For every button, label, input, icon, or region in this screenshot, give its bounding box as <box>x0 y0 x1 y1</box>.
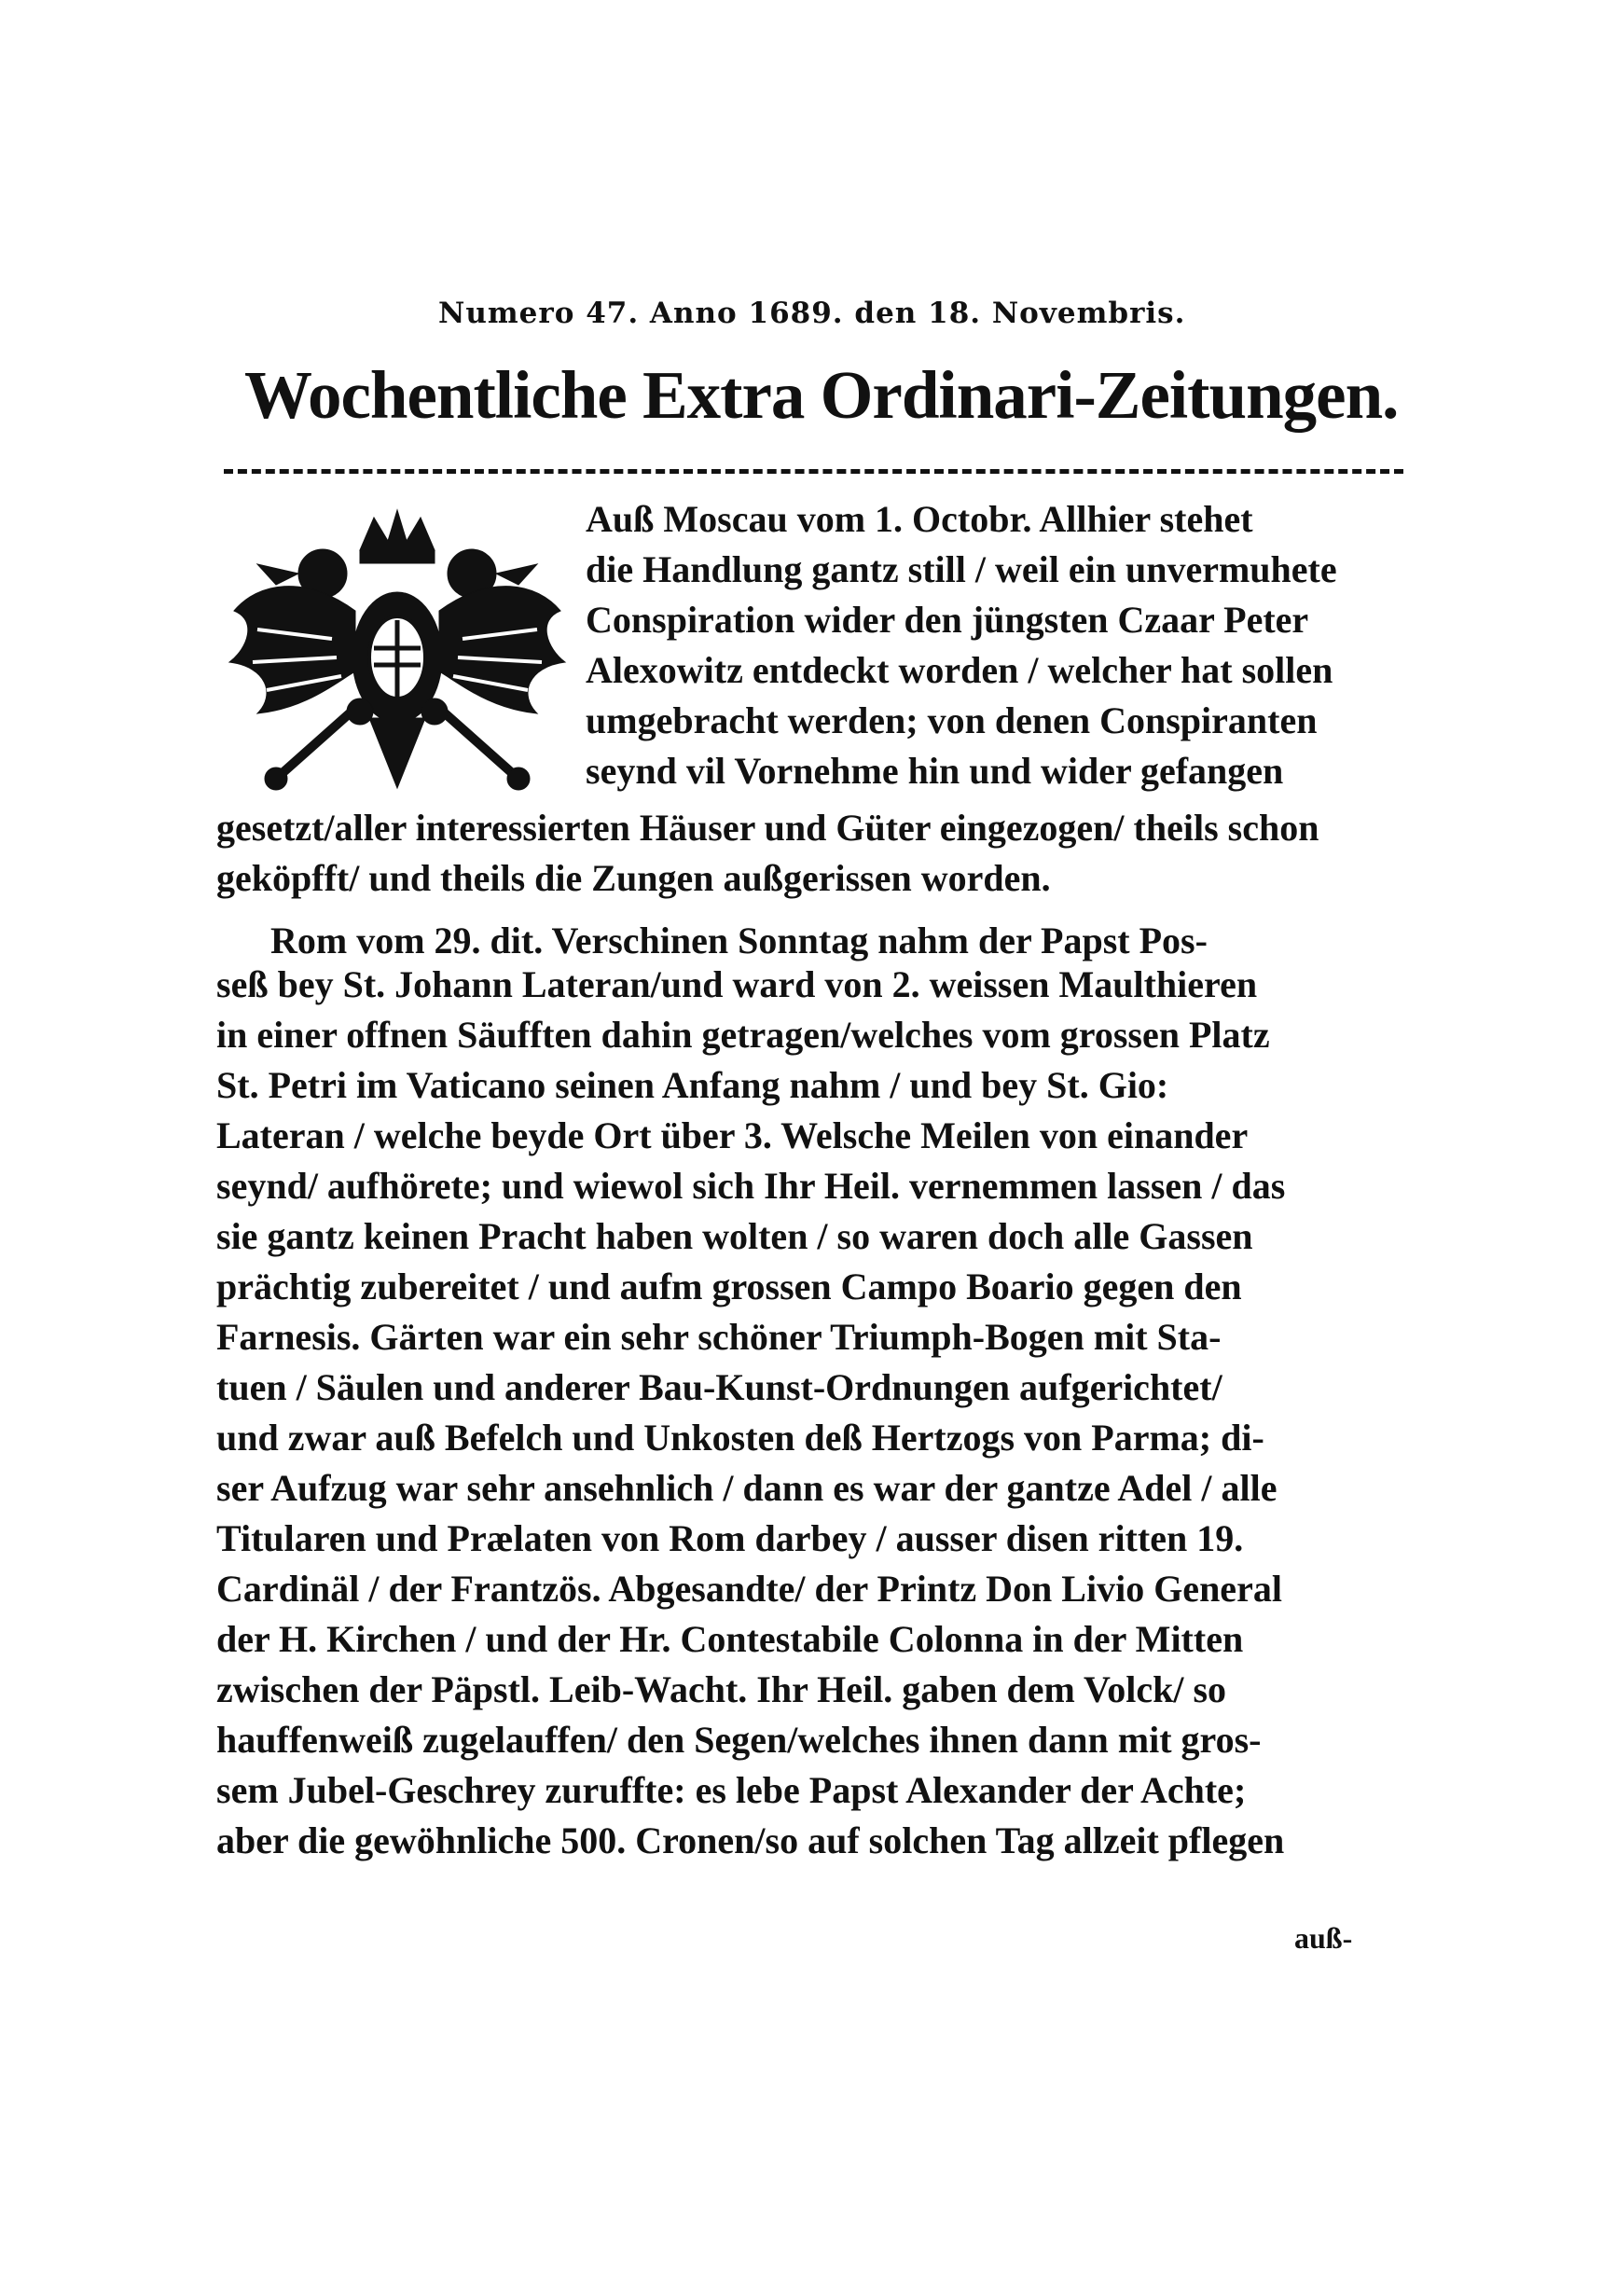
article-line: Lateran / welche beyde Ort über 3. Welsche Meilen von einander <box>216 1114 1249 1156</box>
article-line: zwischen der Päpstl. Leib-Wacht. Ihr Heil. gaben dem Volck/ so <box>216 1668 1227 1710</box>
article-line: Rom vom 29. dit. Verschinen Sonntag nahm der Papst Pos- <box>270 920 1208 961</box>
article-line: seynd vil Vornehme hin und wider gefangen <box>586 750 1284 792</box>
article-line: umgebracht werden; von denen Conspiranten <box>586 699 1318 741</box>
article-line: prächtig zubereitet / und aufm grossen Campo Boario gegen den <box>216 1266 1242 1307</box>
article-line: seynd/ aufhörete; und wiewol sich Ihr Heil. vernemmen lassen / das <box>216 1165 1286 1207</box>
article-line: Auß Moscau vom 1. Octobr. Allhier stehet <box>586 498 1253 540</box>
article-line: Conspiration wider den jüngsten Czaar Peter <box>586 599 1309 641</box>
article-line: geköpfft/ und theils die Zungen außgerissen worden. <box>216 857 1051 899</box>
article-line: aber die gewöhnliche 500. Cronen/so auf solchen Tag allzeit pflegen <box>216 1819 1285 1861</box>
article-line: Cardinäl / der Frantzös. Abgesandte/ der Printz Don Livio General <box>216 1568 1282 1610</box>
article-line: seß bey St. Johann Lateran/und ward von 2. weissen Maulthieren <box>216 963 1258 1005</box>
article-line: in einer offnen Säufften dahin getragen/welches vom grossen Platz <box>216 1014 1270 1056</box>
article-line: Alexowitz entdeckt worden / welcher hat sollen <box>586 649 1333 691</box>
article-line: die Handlung gantz still / weil ein unvermuhete <box>586 548 1337 590</box>
article-line: hauffenweiß zugelauffen/ den Segen/welches ihnen dann mit gros- <box>216 1719 1262 1761</box>
article-line: der H. Kirchen / und der Hr. Contestabile Colonna in der Mitten <box>216 1618 1244 1660</box>
catchword: auß- <box>1294 1921 1353 1955</box>
issue-line: Numero 47. Anno 1689. den 18. Novembris. <box>438 297 1186 330</box>
article-line: und zwar auß Befelch und Unkosten deß Hertzogs von Parma; di- <box>216 1417 1264 1459</box>
article-line: ser Aufzug war sehr ansehnlich / dann es war der gantze Adel / alle <box>216 1467 1277 1509</box>
article-line: sie gantz keinen Pracht haben wolten / so waren doch alle Gassen <box>216 1215 1253 1257</box>
article-line: tuen / Säulen und anderer Bau-Kunst-Ordnungen aufgerichtet/ <box>216 1366 1222 1408</box>
article-line: gesetzt/aller interessierten Häuser und Güter eingezogen/ theils schon <box>216 807 1319 849</box>
article-line: Farnesis. Gärten war ein sehr schöner Triumph-Bogen mit Sta- <box>216 1316 1222 1358</box>
article-line: Titularen und Prælaten von Rom darbey / ausser disen ritten 19. <box>216 1517 1244 1559</box>
double-headed-eagle-icon <box>220 499 574 807</box>
title-divider <box>224 469 1403 474</box>
newspaper-title: Wochentliche Extra Ordinari-Zeitungen. <box>244 357 1399 433</box>
article-line: St. Petri im Vaticano seinen Anfang nahm / und bey St. Gio: <box>216 1064 1169 1106</box>
article-line: sem Jubel-Geschrey zuruffte: es lebe Papst Alexander der Achte; <box>216 1769 1247 1811</box>
